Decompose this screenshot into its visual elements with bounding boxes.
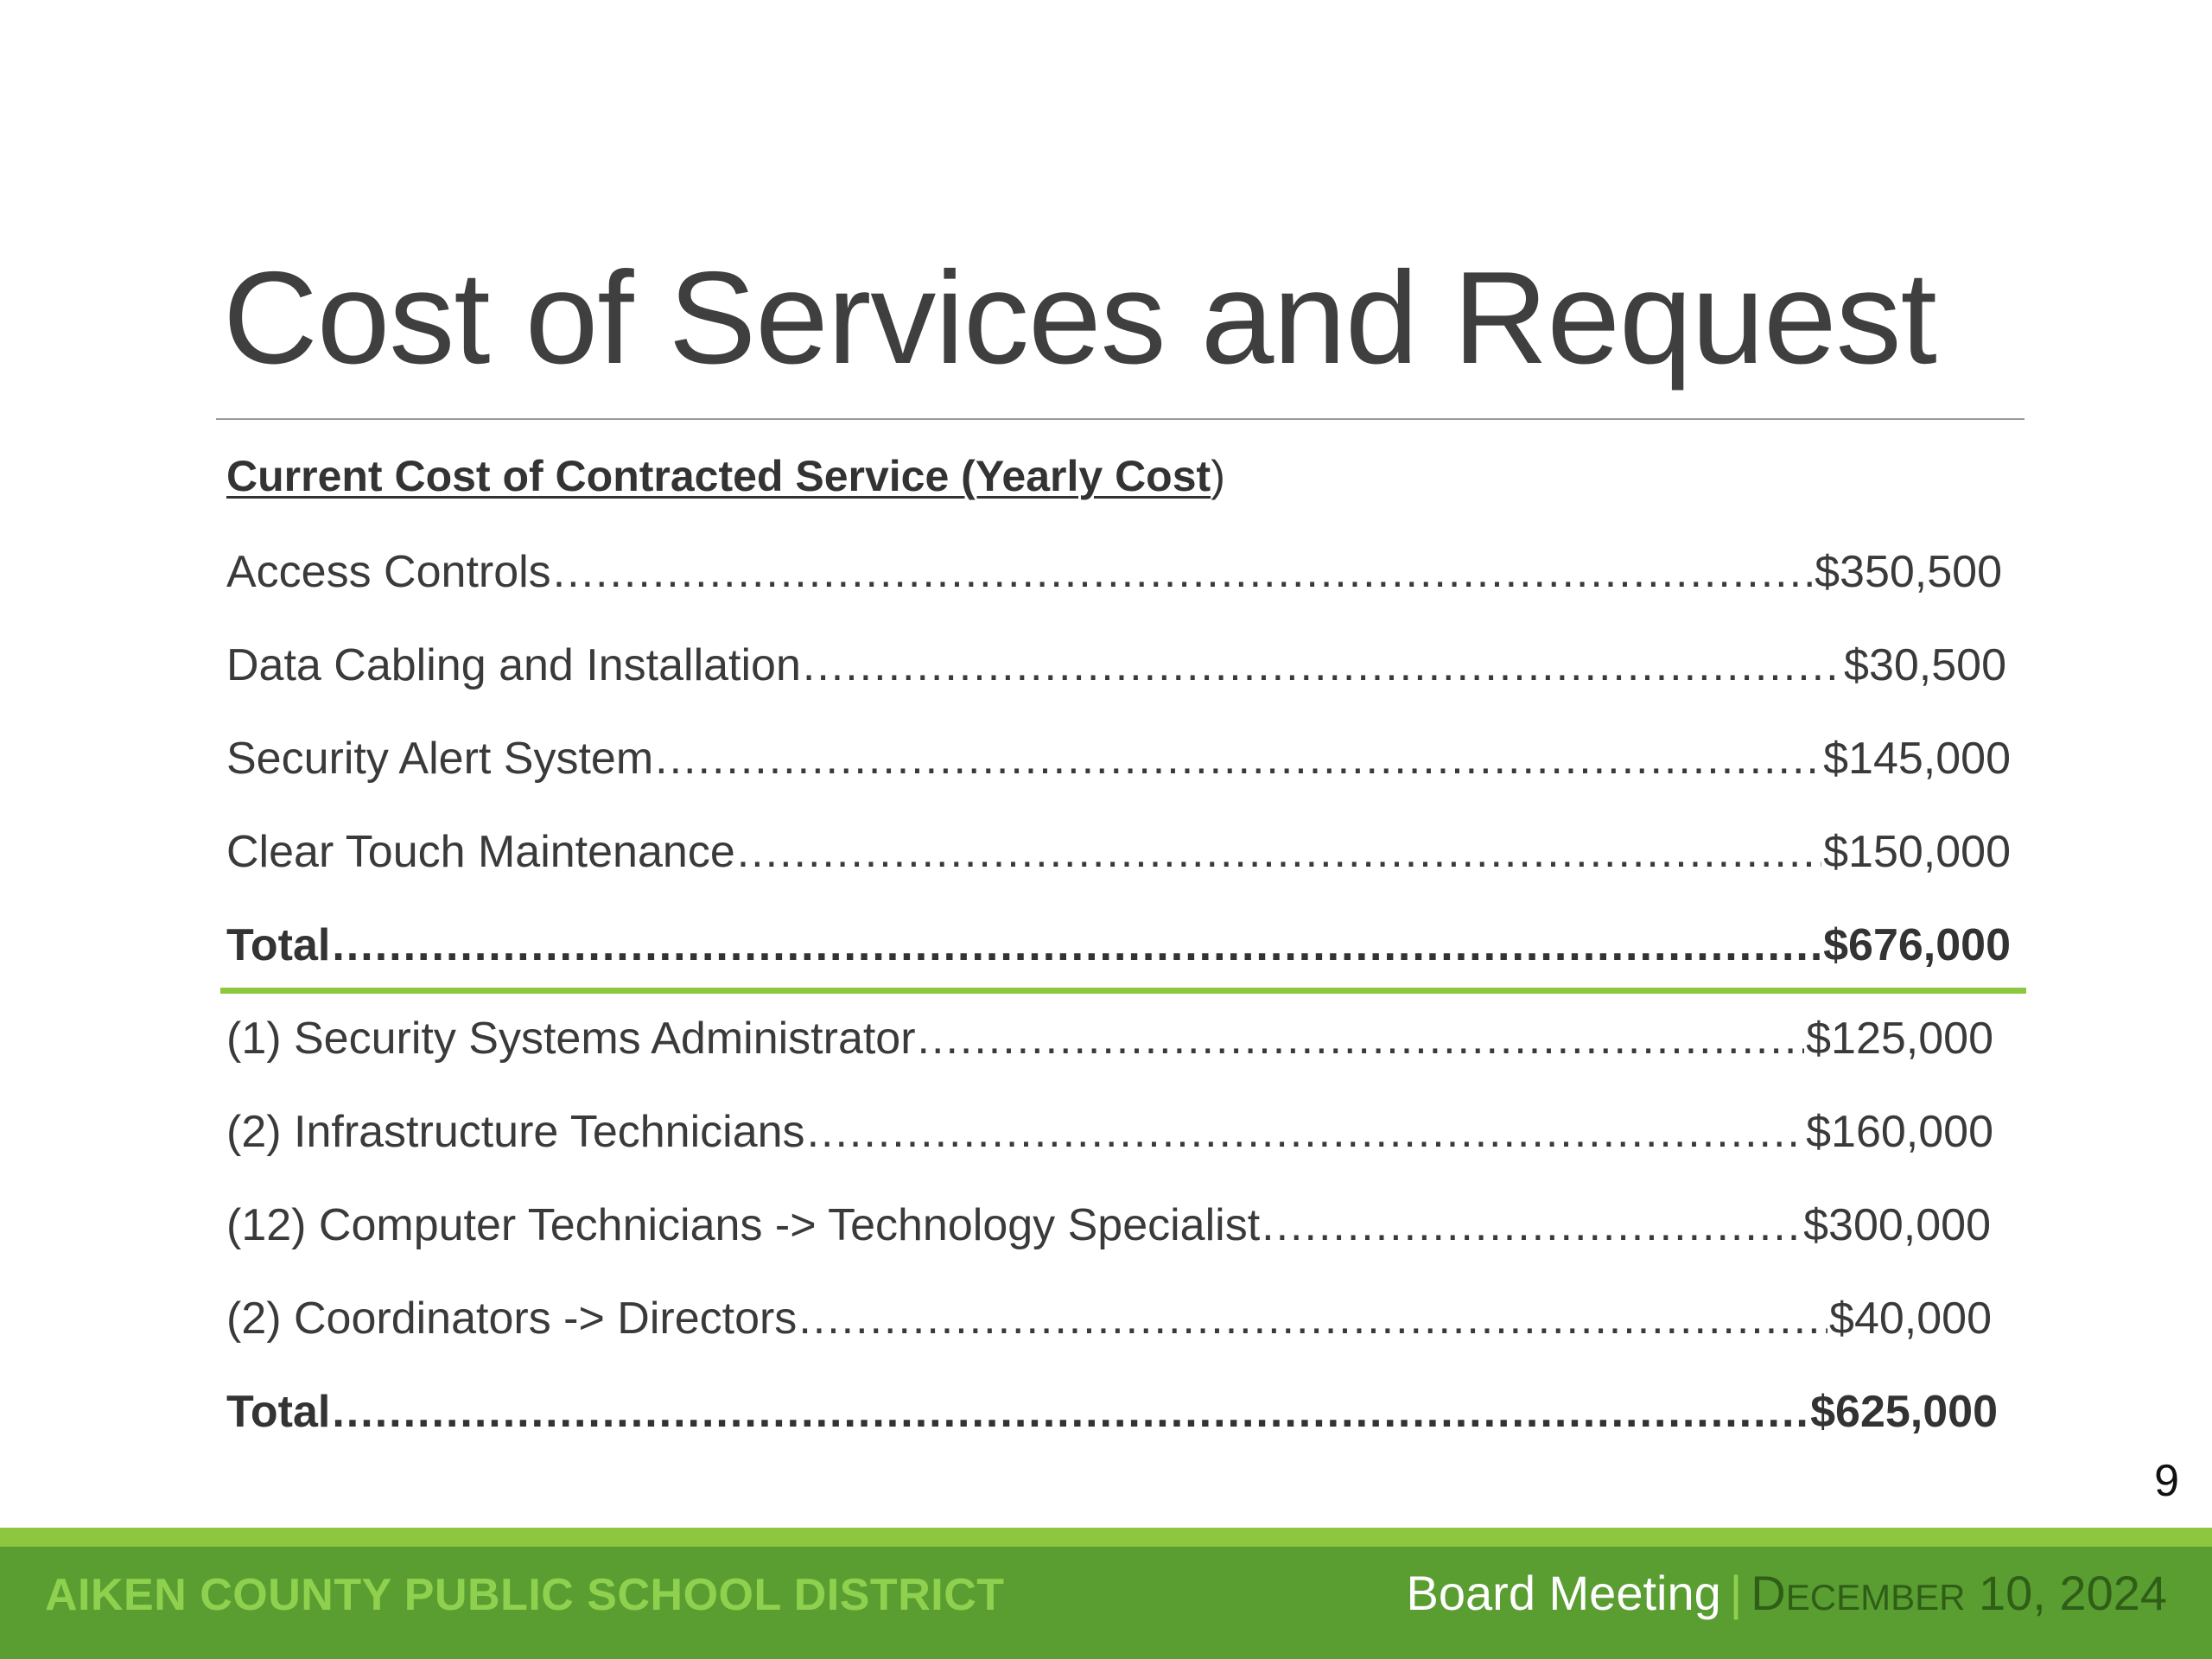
footer-date [1751,1566,2167,1620]
cost-label: Data Cabling and Installation [226,640,801,690]
footer-meeting: Board Meeting [1406,1566,1721,1620]
request-label: (2) Infrastructure Technicians [226,1107,805,1157]
footer-date-rest: 10, 2024 [1965,1566,2167,1620]
title-divider [216,418,2024,420]
dot-leader [798,1291,1827,1346]
cost-amount: $145,000 [1823,734,2011,784]
total-label: Total [226,1387,331,1437]
footer-date-month-rest: ECEMBER [1785,1577,1966,1618]
total-label: Total [226,920,331,970]
green-divider [220,988,2026,994]
request-amount: $40,000 [1829,1294,1992,1344]
footer-meeting-info [1407,1566,2167,1625]
cost-label: Clear Touch Maintenance [226,827,735,877]
request-row-security-admin [226,1011,1993,1066]
page-number: 9 [2154,1456,2179,1506]
footer-date-initial: D [1751,1566,1786,1620]
request-row-coordinators [226,1291,1992,1346]
request-label: (1) Security Systems Administrator [226,1014,916,1064]
cost-row-security-alert [226,731,2011,786]
request-amount: $160,000 [1806,1107,1993,1157]
request-row-infrastructure-techs [226,1104,1993,1160]
total-amount: $625,000 [1810,1387,1998,1437]
cost-row-access-controls [226,544,2002,600]
request-label: (2) Coordinators -> Directors [226,1294,798,1344]
request-label: (12) Computer Technicians -> Technology Specialist [226,1200,1261,1250]
request-total-row [226,1384,1998,1440]
footer-separator: | [1729,1566,1743,1620]
footer-accent-bar [0,1528,2212,1547]
slide-title: Cost of Services and Request [223,245,1936,391]
cost-label: Access Controls [226,547,551,597]
dot-leader [553,544,1813,600]
section-heading [226,454,1225,498]
dot-leader [803,638,1842,693]
dot-leader [918,1011,1805,1066]
cost-amount: $350,500 [1815,547,2002,597]
request-row-computer-techs [226,1198,1991,1253]
cost-label: Security Alert System [226,734,654,784]
dot-leader [737,824,1821,880]
section-heading-text: Current Cost of Contracted Service (Yearly Cost [226,452,1211,500]
cost-total-row [226,918,2011,973]
total-amount: $676,000 [1823,920,2011,970]
dot-leader [332,918,1821,973]
section-heading-close: ) [1211,452,1225,500]
footer-organization: AIKEN COUNTY PUBLIC SCHOOL DISTRICT [45,1570,1005,1620]
request-amount: $300,000 [1803,1200,1991,1250]
dot-leader [1262,1198,1802,1253]
cost-amount: $150,000 [1823,827,2011,877]
dot-leader [332,1384,1808,1440]
cost-row-clear-touch [226,824,2011,880]
cost-row-data-cabling [226,638,2006,693]
dot-leader [655,731,1821,786]
cost-amount: $30,500 [1844,640,2006,690]
request-amount: $125,000 [1806,1014,1993,1064]
dot-leader [807,1104,1805,1160]
